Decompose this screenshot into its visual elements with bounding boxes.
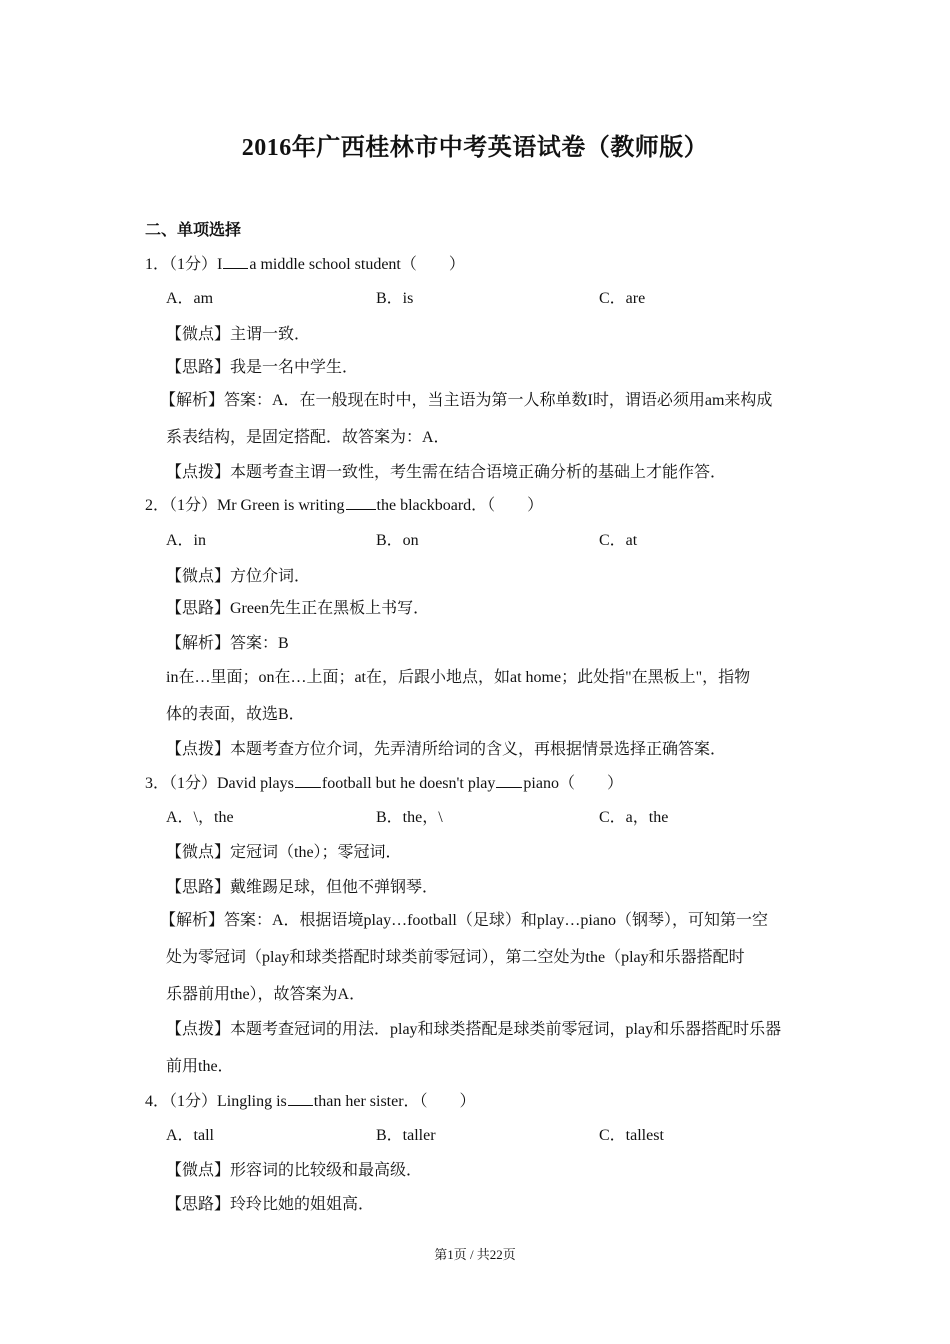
q1-dianbo: 【点拨】本题考查主谓一致性，考生需在结合语境正确分析的基础上才能作答． — [166, 464, 727, 481]
question-3-stem: 3．（1分）David plays football but he doesn't play piano（ ） — [145, 775, 623, 792]
q3-weidian: 【微点】定冠词（the）；零冠词． — [166, 844, 402, 861]
page-title: 2016年广西桂林市中考英语试卷（教师版） — [241, 135, 709, 161]
q4-option-c: C．tallest — [599, 1127, 664, 1144]
q2-option-a: A．in — [166, 532, 207, 549]
q4-option-b: B．taller — [376, 1127, 436, 1144]
q2-weidian: 【微点】方位介词． — [166, 568, 311, 585]
q2-jiexi-line-1: 【解析】答案：B — [166, 635, 289, 652]
section-heading: 二、单项选择 — [145, 222, 242, 239]
q3-dianbo-line-2: 前用the． — [166, 1058, 234, 1075]
q3-jiexi-line-3: 乐器前用the），故答案为A． — [166, 986, 366, 1003]
q1-silu: 【思路】我是一名中学生． — [166, 359, 359, 376]
q1-option-a: A．am — [166, 290, 214, 307]
answer-blank — [295, 786, 321, 788]
q4-option-a: A．tall — [166, 1127, 214, 1144]
q3-jiexi-line-2: 处为零冠词（play和球类搭配时球类前零冠词），第二空处为the（play和乐器搭配时 — [166, 949, 745, 966]
q2-silu: 【思路】Green先生正在黑板上书写． — [166, 600, 430, 617]
q2-dianbo: 【点拨】本题考查方位介词，先弄清所给词的含义，再根据情景选择正确答案． — [166, 741, 727, 758]
answer-blank — [223, 267, 248, 269]
q2-option-c: C．at — [599, 532, 638, 549]
q2-jiexi-line-3: 体的表面，故选B． — [166, 706, 305, 723]
q1-jiexi-line-2: 系表结构，是固定搭配．故答案为：A． — [166, 429, 450, 446]
answer-blank — [496, 786, 522, 788]
page-footer: 第1页 / 共22页 — [434, 1247, 516, 1262]
q3-jiexi-line-1: 【解析】答案：A．根据语境play…football（足球）和play…piano（钢琴），可知第一空 — [160, 912, 768, 929]
question-4-stem: 4．（1分）Lingling is than her sister．（ ） — [145, 1093, 476, 1110]
q3-option-b: B．the，\ — [376, 809, 443, 826]
answer-blank — [346, 508, 376, 510]
q3-option-a: A．\，the — [166, 809, 234, 826]
q3-silu: 【思路】戴维踢足球，但他不弹钢琴． — [166, 879, 439, 896]
q1-jiexi-line-1: 【解析】答案：A．在一般现在时中，当主语为第一人称单数I时，谓语必须用am来构成 — [160, 392, 773, 409]
q4-weidian: 【微点】形容词的比较级和最高级． — [166, 1162, 423, 1179]
q2-option-b: B．on — [376, 532, 419, 549]
q1-option-b: B．is — [376, 290, 414, 307]
answer-blank — [288, 1104, 313, 1106]
q4-silu: 【思路】玲玲比她的姐姐高． — [166, 1196, 375, 1213]
q2-jiexi-line-2: in在…里面；on在…上面；at在，后跟小地点，如at home；此处指"在黑板上"，指物 — [166, 669, 751, 686]
q3-option-c: C．a，the — [599, 809, 669, 826]
q3-dianbo-line-1: 【点拨】本题考查冠词的用法．play和球类搭配是球类前零冠词，play和乐器搭配时乐器 — [166, 1021, 782, 1038]
question-2-stem: 2．（1分）Mr Green is writing the blackboard．（ ） — [145, 497, 544, 514]
q1-option-c: C．are — [599, 290, 646, 307]
q1-weidian: 【微点】主谓一致． — [166, 326, 311, 343]
question-1-stem: 1．（1分）I a middle school student（ ） — [145, 256, 465, 273]
